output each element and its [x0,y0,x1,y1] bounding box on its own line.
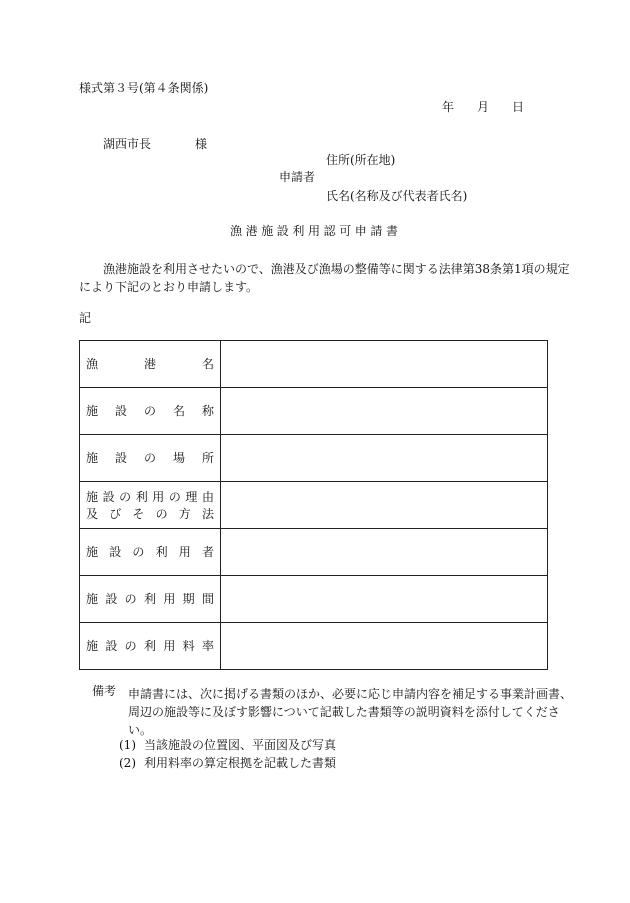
row-value-field[interactable] [221,482,548,529]
row-label-char: 場 [172,451,185,465]
row-value-field[interactable] [221,623,548,670]
body-text: 漁港施設を利用させたいので、漁港及び漁場の整備等に関する法律第38条第1項の規定により下記のとおり申請します。 [79,262,570,294]
row-label-char: の [132,545,145,559]
notes-item [119,757,336,769]
row-label-char: 施 [86,639,99,653]
table-row [80,341,548,388]
row-label-char: 称 [201,404,214,418]
table-row [80,623,548,670]
row-label-char: 名 [201,357,214,371]
row-label-line [86,405,214,417]
row-label-line [86,546,214,558]
table-row [80,576,548,623]
row-label [80,482,221,529]
row-label-char: び [109,506,122,521]
row-label-char: 施 [86,404,99,418]
row-label [80,576,221,623]
row-label-char: 間 [201,592,214,606]
date-day-label: 日 [512,100,525,114]
row-label-char: 由 [201,489,214,504]
row-label [80,435,221,482]
row-label-char: 用 [163,639,176,653]
row-label-char: の [143,404,156,418]
row-value-field[interactable] [221,529,548,576]
notes-text: 申請書には、次に掲げる書類のほか、必要に応じ申請内容を補足する事業計画書、周辺の施設等に及ぼす影響について記載した書類等の説明資料を添付してください。 [128,687,573,737]
date-month-label: 月 [477,100,490,114]
table-row [80,529,548,576]
row-label-char: 漁 [86,357,99,371]
row-label-char: 用 [178,545,191,559]
row-label-char: の [143,451,156,465]
row-label-char: 港 [143,357,156,371]
addressee-honorific: 様 [195,137,208,151]
row-label-char: 用 [152,489,165,504]
row-label-char: 利 [155,545,168,559]
addressee-name: 湖西市長 [103,137,152,151]
row-label-char: 施 [86,489,99,504]
row-label-char: 利 [143,639,156,653]
row-label-char: 者 [201,545,214,559]
row-label-char: 及 [86,506,99,521]
notes-item-text: 利用料率の算定根拠を記載した書類 [144,756,337,770]
form-number: 様式第３号(第４条関係) [79,81,209,95]
row-label-line [86,508,214,520]
document-title: 漁港施設利用認可申請書 [230,224,402,238]
row-label-char: の [124,639,137,653]
table-row [80,482,548,529]
row-label [80,529,221,576]
row-value-field[interactable] [221,435,548,482]
row-label-char: 用 [163,592,176,606]
row-label-char: 料 [182,639,195,653]
notes-item-number: (1) [119,738,136,752]
row-label-char: の [155,506,168,521]
row-label-char: 期 [182,592,195,606]
row-value-field[interactable] [221,388,548,435]
row-label-char: 法 [201,506,214,521]
row-label-char: 利 [135,489,148,504]
row-label-char: 理 [185,489,198,504]
row-label-char: 設 [105,592,118,606]
row-value-field[interactable] [221,576,548,623]
applicant-label: 申請者 [279,170,316,184]
row-label-char: の [119,489,132,504]
row-label [80,341,221,388]
notes-item [119,739,336,751]
notes-head: 備考 [92,684,117,698]
row-label [80,388,221,435]
table-row [80,435,548,482]
row-label-char: 所 [201,451,214,465]
applicant-name-label: 氏名(名称及び代表者氏名) [326,189,468,203]
row-label-line [86,491,214,503]
row-label-char: 設 [114,451,127,465]
ki-heading: 記 [79,311,92,325]
row-label-char: 利 [143,592,156,606]
row-label-char: の [168,489,181,504]
row-value-field[interactable] [221,341,548,388]
row-label-char: 設 [105,639,118,653]
application-table [79,340,548,670]
notes-item-number: (2) [119,756,136,770]
row-label-char: 設 [102,489,115,504]
table-row [80,388,548,435]
row-label-line [86,593,214,605]
applicant-address-label: 住所(所在地) [326,153,396,167]
row-label-char: 名 [172,404,185,418]
row-label-char: 施 [86,545,99,559]
date-year-label: 年 [442,100,455,114]
row-label-line [86,358,214,370]
row-label [80,623,221,670]
row-label-char: 施 [86,592,99,606]
row-label-char: 率 [201,639,214,653]
row-label-line [86,640,214,652]
row-label-char: の [124,592,137,606]
row-label-line [86,452,214,464]
row-label-char: 設 [114,404,127,418]
row-label-char: 設 [109,545,122,559]
row-label-char: 方 [178,506,191,521]
row-label-char: そ [132,506,145,521]
notes-item-text: 当該施設の位置図、平面図及び写真 [144,738,337,752]
row-label-char: 施 [86,451,99,465]
